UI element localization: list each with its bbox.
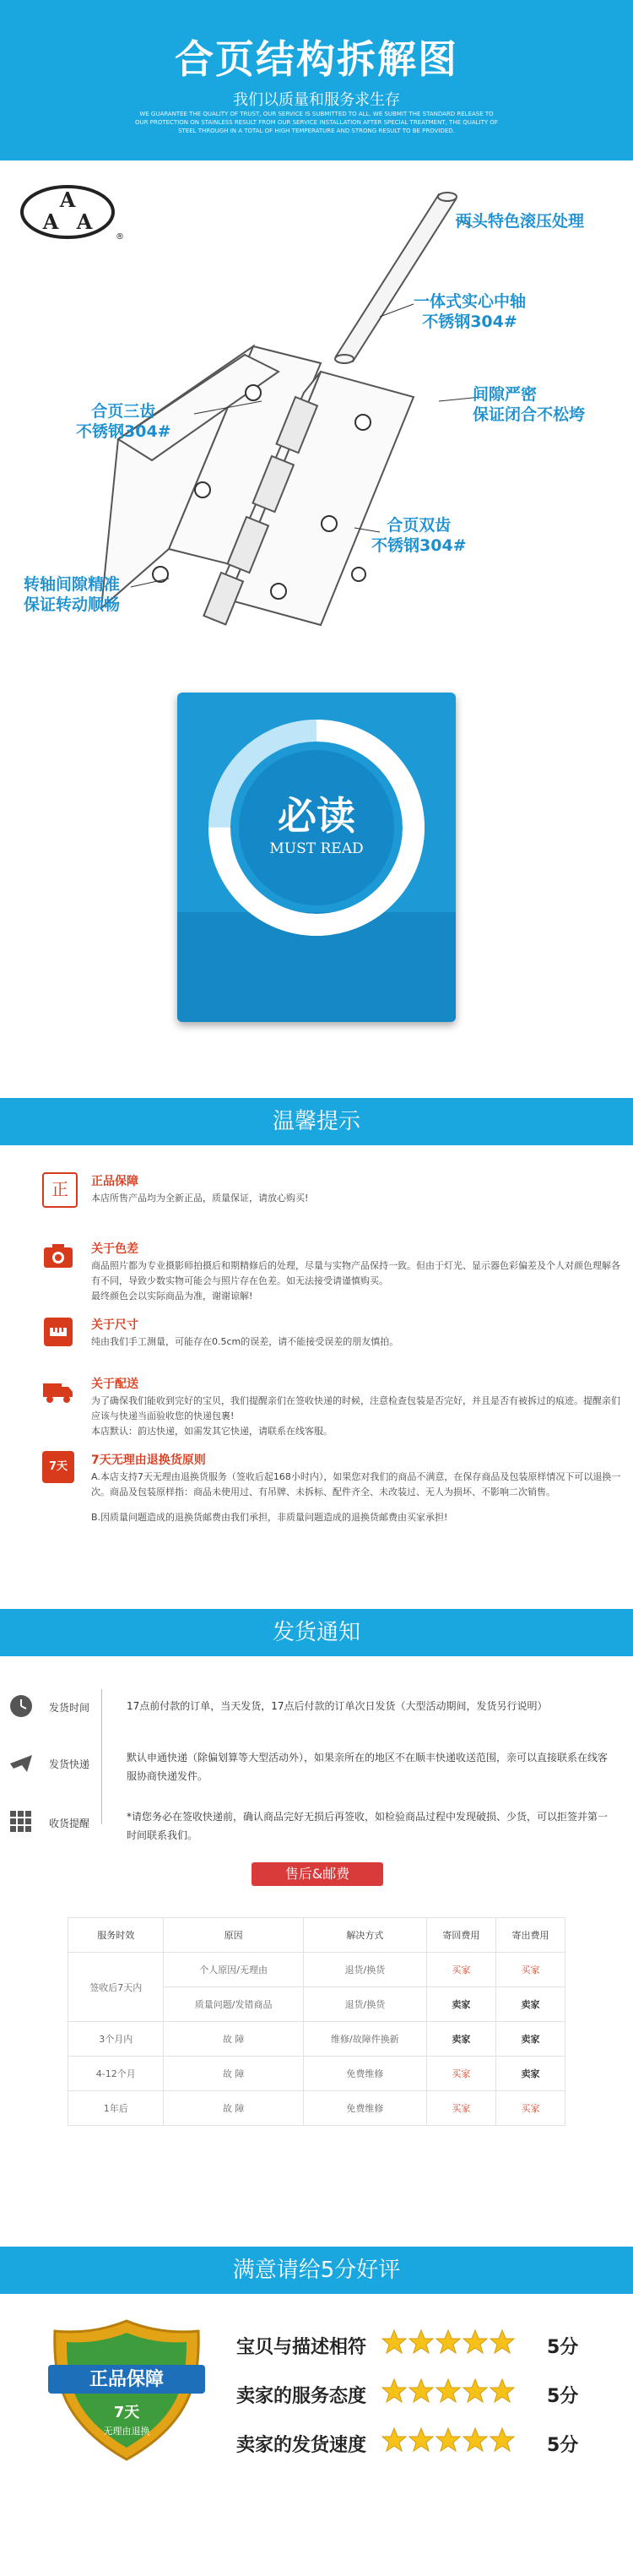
table-cell: 卖家 [426,2022,495,2057]
label-double-teeth [371,515,467,556]
star-icon [490,2378,515,2404]
tip-body [91,1470,623,1525]
shipping-heading-bar: 发货通知 [0,1609,633,1656]
table-cell: 故 障 [164,2022,303,2057]
star-icon [408,2378,434,2404]
tip-body-text: 商品照片都为专业摄影师拍摄后和期精修后的处理，尽量与实物产品保持一致。但由于灯光、显示器色彩偏差及个人对颜色理解各有不同，导致少数实物可能会与照片存在色差。如无法接受请谨慎购买。 [91,1260,620,1286]
table-header-cell: 服务时效 [68,1918,164,1953]
table-cell: 故 障 [164,2091,303,2126]
rating-score: 5分 [547,2337,579,2358]
table-cell: 故 障 [164,2057,303,2091]
grid-icon [8,1809,34,1834]
tip-body-text: 纯由我们手工测量，可能存在0.5cm的误差，请不能接受误差的朋友慎拍。 [91,1336,399,1347]
shipping-label: 发货快递 [49,1758,90,1770]
table-cell: 维修/故障件换新 [303,2022,426,2057]
after-sales-title: 售后&邮费 [252,1862,383,1886]
header-fine-print: WE GUARANTEE THE QUALITY OF TRUST, OUR SERVICE IS SUBMITTED TO ALL. WE SUBMIT THE STANDARD RELEASE TO OUR PROTECTION ON STAINLESS RESULT FROM OUR SERVICE INSTALLATION AFTER SPECIAL TREATMENT, THE QUALITY OF STEEL THROUGH IN A TOTAL OF HIGH TEMPERATURE AND STRONG RESULT TO BE PROVIDED. [135,111,498,134]
tip-body [91,1334,623,1350]
label-precision-line2: 保证转动顺畅 [24,595,121,614]
table-cell: 卖家 [495,2057,565,2091]
camera-icon [42,1240,74,1272]
star-icon [408,2427,434,2453]
rating-score: 5分 [547,2386,579,2407]
table-cell: 买家 [426,2057,495,2091]
shipping-text: 默认申通快递（除偏划算等大型活动外），如果亲所在的地区不在顺丰快递收送范围，亲可以直接联系在线客服协商快递发件。 [127,1752,609,1782]
tip-body-text: 本店所售产品均为全新正品，质量保证，请放心购买! [91,1193,309,1204]
logo-letter-right: A [76,209,93,234]
must-read-card [177,693,456,1022]
hinge-pin [335,193,457,363]
table-cell: 免费维修 [303,2091,426,2126]
page-title: 合页结构拆解图 [175,36,458,82]
star-icon [463,2378,488,2404]
table-cell: 质量问题/发错商品 [164,1987,303,2022]
seven-day-icon: 7天 [42,1451,74,1483]
authentic-badge [46,2314,207,2466]
label-gap-line2: 保证闭合不松垮 [473,405,586,424]
tip-body-text: B.因质量问题造成的退换货邮费由我们承担，非质量问题造成的退换货邮费由买家承担! [91,1512,448,1523]
star-icon [463,2329,488,2355]
shipping-divider [101,1689,102,1824]
label-shaft [414,291,526,332]
table-header-cell: 寄回费用 [426,1918,495,1953]
table-row [68,2091,565,2126]
table-row [68,2022,565,2057]
rating-stars [381,2329,517,2358]
star-icon [463,2427,488,2453]
tip-title: 7天无理由退换货原则 [91,1454,206,1467]
rating-stars [381,2427,517,2456]
badge-days: 7天 [113,2404,140,2421]
table-cell: 退货/换货 [303,1987,426,2022]
table-header-cell: 解决方式 [303,1918,426,1953]
ruler-icon [42,1316,74,1348]
star-icon [381,2329,407,2355]
table-cell: 卖家 [495,1987,565,2022]
badge-title: 正品保障 [89,2369,165,2390]
star-icon [381,2378,407,2404]
tip-body-text: 为了确保我们能收到完好的宝贝，我们提醒亲们在签收快递的时候，注意检查包装是否完好，并且是否有被拆过的痕迹。提醒亲们应该与快递当面验收您的快递包裹! [91,1395,620,1421]
authentic-icon: 正 [42,1172,78,1208]
shipping-label: 发货时间 [49,1702,90,1714]
rating-label: 卖家的发货速度 [236,2435,367,2456]
tip-body-text: 最终颜色会以实际商品为准，谢谢谅解! [91,1291,253,1302]
table-header-row [68,1918,565,1953]
table-cell: 买家 [495,2091,565,2126]
rating-row-description [236,2329,608,2360]
table-cell: 3个月内 [68,2022,164,2057]
shipping-label: 收货提醒 [49,1818,90,1829]
tip-title: 关于色差 [91,1242,138,1256]
tip-title: 关于尺寸 [91,1318,138,1332]
shipping-text: 17点前付款的订单，当天发货，17点后付款的订单次日发货（大型活动期间，发货另行说明） [127,1700,548,1712]
page-subtitle: 我们以质量和服务求生存 [233,91,400,109]
table-row [68,2057,565,2091]
table-cell: 个人原因/无理由 [164,1953,303,1987]
rating-score: 5分 [547,2435,579,2456]
label-double-line1: 合页双齿 [387,516,452,535]
shipping-text: *请您务必在签收快递前，确认商品完好无损后再签收，如检验商品过程中发现破损、少货，可以拒签并第一时间联系我们。 [127,1811,609,1841]
registered-mark: ® [116,232,124,241]
tip-title: 正品保障 [91,1175,138,1188]
label-three-teeth [76,401,171,442]
rating-label: 宝贝与描述相符 [236,2337,367,2358]
label-three-line2: 不锈钢304# [76,422,171,441]
label-precision [24,574,120,615]
label-gap-line1: 间隙严密 [473,385,538,404]
label-roller: 两头特色滚压处理 [456,212,585,231]
star-icon [408,2329,434,2355]
table-cell: 4-12个月 [68,2057,164,2091]
table-cell: 1年后 [68,2091,164,2126]
star-icon [436,2378,461,2404]
plane-icon [8,1750,34,1775]
rating-heading-bar: 满意请给5分好评 [0,2247,633,2294]
tip-body [91,1258,623,1304]
label-precision-line1: 转轴间隙精准 [24,575,121,594]
table-cell: 卖家 [495,2022,565,2057]
label-gap [473,384,585,425]
table-cell: 签收后7天内 [68,1953,164,2022]
tip-body-text: 本店默认：韵达快递，如需发其它快递，请联系在线客服。 [91,1426,333,1437]
star-icon [381,2427,407,2453]
table-header-cell: 寄出费用 [495,1918,565,1953]
tip-body [91,1394,623,1439]
table-row [68,1953,565,1987]
tip-title: 关于配送 [91,1378,138,1391]
rating-label: 卖家的服务态度 [236,2386,367,2407]
table-cell: 卖家 [426,1987,495,2022]
table-header-cell: 原因 [164,1918,303,1953]
label-shaft-line2: 不锈钢304# [422,312,517,331]
logo-letter-top: A [59,187,76,212]
tip-body [91,1191,623,1206]
badge-sub: 无理由退换 [103,2426,150,2437]
star-icon [436,2427,461,2453]
tips-heading-bar: 温馨提示 [0,1098,633,1145]
table-cell: 退货/换货 [303,1953,426,1987]
tip-body-text: A.本店支持7天无理由退换货服务（签收后起168小时内），如果您对我们的商品不满意，在保存商品及包装原样情况下可以退换一次。商品及包装原样指：商品未使用过、有吊牌、未拆标、配件齐全、未改装过、无人为损坏、不影响二次销售。 [91,1471,621,1497]
truck-icon [42,1375,74,1407]
must-read-ring [177,693,456,1022]
label-double-line2: 不锈钢304# [371,536,467,555]
table-cell: 免费维修 [303,2057,426,2091]
header-banner [0,0,633,160]
label-shaft-line1: 一体式实心中轴 [414,292,527,311]
table-cell: 买家 [426,2091,495,2126]
table-cell: 买家 [426,1953,495,1987]
table-cell: 买家 [495,1953,565,1987]
star-icon [436,2329,461,2355]
rating-row-shipping-speed [236,2427,608,2458]
rating-row-service [236,2378,608,2409]
logo-letter-left: A [42,209,59,234]
label-three-line1: 合页三齿 [91,402,156,421]
after-sales-table [68,1917,565,2126]
must-read-subtitle: MUST READ [269,840,364,857]
rating-stars [381,2378,517,2407]
star-icon [490,2329,515,2355]
star-icon [490,2427,515,2453]
must-read-title: 必读 [278,793,355,839]
clock-icon [8,1693,34,1719]
